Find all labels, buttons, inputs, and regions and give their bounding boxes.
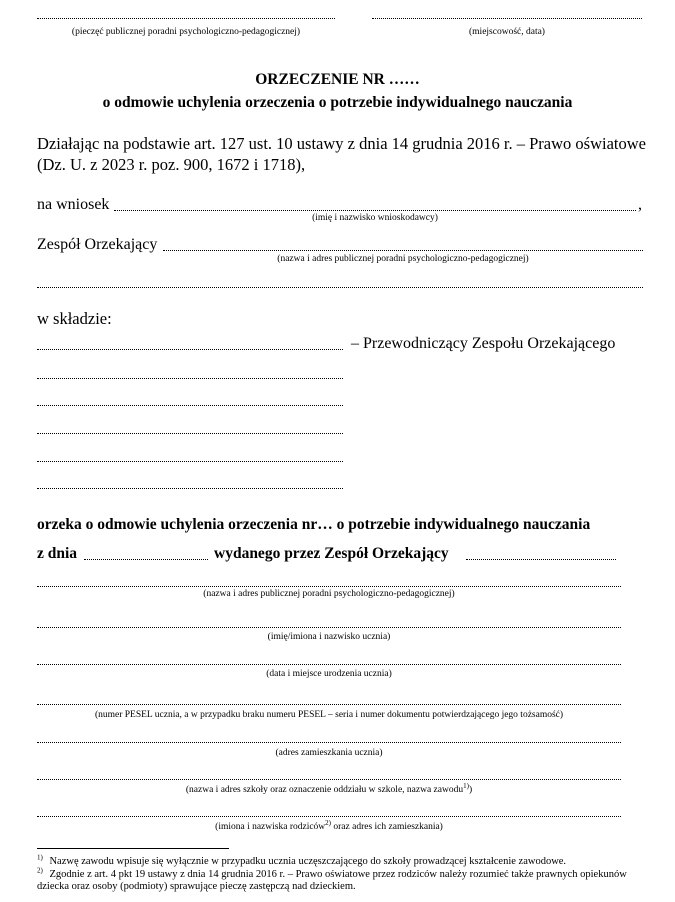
birth-field[interactable]	[37, 664, 621, 665]
clinic-field[interactable]	[37, 586, 621, 587]
address-field[interactable]	[37, 742, 621, 743]
member-field[interactable]	[37, 405, 343, 406]
team-label: Zespół Orzekający	[37, 236, 158, 253]
decision-date-field[interactable]	[84, 559, 208, 560]
footnote-separator	[37, 848, 229, 849]
member-field[interactable]	[37, 488, 343, 489]
school-caption	[37, 781, 621, 795]
footnote-2-text: Zgodnie z art. 4 pkt 19 ustawy z dnia 14 grudnia 2016 r. – Prawo oświatowe przez rodziców należy rozumieć także prawnych opiekunów dziecka oraz osoby (podmioty) sprawujące pieczę zastępczą nad dzieckiem.	[37, 869, 627, 892]
footnote-ref-1: 1)	[463, 781, 469, 790]
document-title: ORZECZENIE NR ……	[255, 71, 420, 88]
decision-line-1: orzeka o odmowie uchylenia orzeczenia nr… o potrzebie indywidualnego nauczania	[37, 516, 591, 533]
parents-caption-end: oraz adres ich zamieszkania)	[331, 822, 443, 832]
birth-caption: (data i miejsce urodzenia ucznia)	[266, 669, 392, 679]
footnote-ref-2: 2)	[325, 818, 332, 827]
member-field[interactable]	[37, 461, 343, 462]
pesel-caption: (numer PESEL ucznia, a w przypadku braku numeru PESEL – seria i numer dokumentu potwierdzającego jego tożsamość)	[94, 710, 564, 720]
stamp-line[interactable]	[37, 18, 335, 19]
applicant-trailing-comma: ,	[638, 196, 642, 213]
composition-label: w składzie:	[37, 309, 112, 328]
place-date-caption: (miejscowość, data)	[469, 27, 545, 37]
applicant-field[interactable]	[114, 210, 636, 211]
member-field[interactable]	[37, 433, 343, 434]
team-field-continued[interactable]	[37, 287, 643, 288]
footnote-1-mark: 1)	[37, 853, 43, 862]
student-name-caption: (imię/imiona i nazwisko ucznia)	[267, 632, 391, 642]
school-caption-end: )	[468, 785, 473, 795]
parents-field[interactable]	[37, 816, 621, 817]
decision-issuer-field[interactable]	[466, 559, 616, 560]
parents-caption-text: (imiona i nazwiska rodziców	[215, 822, 326, 832]
footnote-2	[37, 866, 657, 893]
applicant-label: na wniosek	[37, 196, 110, 213]
parents-caption	[37, 818, 621, 832]
decision-issuer-label: wydanego przez Zespół Orzekający	[214, 545, 449, 562]
member-field[interactable]	[37, 378, 343, 379]
pesel-field[interactable]	[37, 704, 621, 705]
clinic-caption: (nazwa i adres publicznej poradni psychologiczno-pedagogicznej)	[203, 589, 455, 599]
legal-basis-line-2: (Dz. U. z 2023 r. poz. 900, 1672 i 1718),	[37, 155, 306, 174]
footnote-1	[37, 853, 657, 868]
footnote-2-mark: 2)	[37, 866, 43, 875]
team-caption: (nazwa i adres publicznej poradni psychologiczno-pedagogicznej)	[277, 254, 529, 264]
stamp-caption: (pieczęć publicznej poradni psychologiczno-pedagogicznej)	[71, 27, 301, 37]
chair-role: – Przewodniczący Zespołu Orzekającego	[351, 335, 616, 352]
school-field[interactable]	[37, 779, 621, 780]
footnote-1-text: Nazwę zawodu wpisuje się wyłącznie w przypadku ucznia uczęszczającego do szkoły prowadzącej kształcenie zawodowe.	[49, 856, 567, 867]
legal-basis-line-1: Działając na podstawie art. 127 ust. 10 ustawy z dnia 14 grudnia 2016 r. – Prawo oświatowe	[37, 134, 646, 153]
student-name-field[interactable]	[37, 627, 621, 628]
decision-date-label: z dnia	[37, 545, 78, 562]
place-date-line[interactable]	[372, 18, 642, 19]
chair-field[interactable]	[37, 349, 343, 350]
document-subtitle: o odmowie uchylenia orzeczenia o potrzebie indywidualnego nauczania	[102, 94, 573, 111]
address-caption: (adres zamieszkania ucznia)	[275, 748, 383, 758]
school-caption-text: (nazwa i adres szkoły oraz oznaczenie oddziału w szkole, nazwa zawodu	[185, 785, 464, 795]
team-field[interactable]	[163, 250, 643, 251]
applicant-caption: (imię i nazwisko wnioskodawcy)	[312, 213, 438, 223]
